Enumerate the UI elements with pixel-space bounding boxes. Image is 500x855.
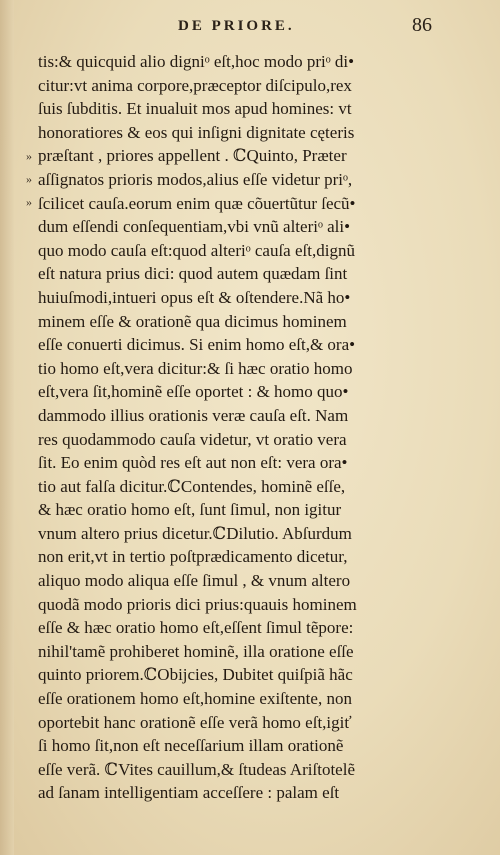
text-line: eſſe orationem homo eſt,homine exiſtente, non bbox=[38, 689, 352, 709]
text-line: eſſe & hæc oratio homo eſt,eſſent ſimul tẽpore: bbox=[38, 618, 354, 638]
text-line: honoratiores & eos qui inſigni dignitate cęteris bbox=[38, 122, 355, 142]
text-line: huiuſmodi,intueri opus eſt & oſtendere.Nã ho• bbox=[38, 287, 351, 307]
margin-quote-marker: » bbox=[26, 149, 32, 163]
text-line: vnum altero prius dicetur.ℂDilutio. Abſurdum bbox=[38, 523, 352, 543]
text-line: quo modo cauſa eſt:quod alteriᵒ cauſa eſt,dignũ bbox=[38, 240, 355, 260]
page-header bbox=[0, 12, 500, 42]
text-line: citur:vt anima corpore,præceptor diſcipulo,rex bbox=[38, 75, 352, 95]
text-line: eſſe verã. ℂVites cauillum,& ſtudeas Ariſtotelẽ bbox=[38, 759, 355, 779]
running-head: DE PRIORE. bbox=[178, 18, 295, 34]
margin-quote-marker: » bbox=[26, 195, 32, 209]
text-line: minem eſſe & orationẽ qua dicimus hominem bbox=[38, 311, 347, 331]
page-number: 86 bbox=[412, 14, 432, 36]
text-line: eſt natura prius dici: quod autem quædam ſint bbox=[38, 264, 348, 284]
text-line: tio homo eſt,vera dicitur:& ſi hæc oratio homo bbox=[38, 358, 353, 378]
text-line: & hæc oratio homo eſt, ſunt ſimul, non igitur bbox=[38, 500, 342, 520]
text-line: res quodammodo cauſa videtur, vt oratio vera bbox=[38, 429, 347, 449]
text-line: ſuis ſubditis. Et inualuit mos apud homines: vt bbox=[38, 99, 352, 119]
text-line: oportebit hanc orationẽ eſſe verã homo eſt,igiť bbox=[38, 712, 352, 732]
text-line: præſtant , priores appellent . ℂQuinto, Præter bbox=[38, 146, 347, 166]
text-line: aſſignatos prioris modos,alius eſſe videtur priᵒ, bbox=[38, 169, 353, 189]
text-line: ſcilicet cauſa.eorum enim quæ cõuertũtur ſecũ• bbox=[38, 193, 356, 213]
text-line: nihil'tamẽ prohiberet hominẽ, illa oratione eſſe bbox=[38, 641, 354, 661]
body-text bbox=[38, 50, 458, 805]
text-line: eſſe conuerti dicimus. Si enim homo eſt,& ora• bbox=[38, 335, 356, 355]
text-line: tis:& quicquid alio digniᵒ eſt,hoc modo priᵒ di• bbox=[38, 52, 355, 71]
text-line: dum eſſendi conſequentiam,vbi vnũ alteriᵒ ali• bbox=[38, 217, 351, 237]
text-line: quinto priorem.ℂObijcies, Dubitet quiſpiã hãc bbox=[38, 665, 353, 685]
text-line: ad ſanam intelligentiam acceſſere : palam eſt bbox=[38, 783, 340, 803]
text-line: ſit. Eo enim quòd res eſt aut non eſt: vera ora• bbox=[38, 453, 348, 473]
margin-quote-marker: » bbox=[26, 172, 32, 186]
page-gutter-shadow bbox=[0, 0, 14, 855]
text-line: aliquo modo aliqua eſſe ſimul , & vnum altero bbox=[38, 571, 351, 591]
text-line: eſt,vera ſit,hominẽ eſſe oportet : & homo quo• bbox=[38, 382, 349, 402]
text-line: quodã modo prioris dici prius:quauis hominem bbox=[38, 594, 357, 614]
text-line: tio aut falſa dicitur.ℂContendes, hominẽ eſſe, bbox=[38, 476, 346, 496]
text-line: dammodo illius orationis veræ cauſa eſt. Nam bbox=[38, 405, 349, 425]
text-line: non erit,vt in tertio poſtprædicamento dicetur, bbox=[38, 547, 348, 567]
text-line: ſi homo ſit,non eſt neceſſarium illam orationẽ bbox=[38, 736, 344, 756]
